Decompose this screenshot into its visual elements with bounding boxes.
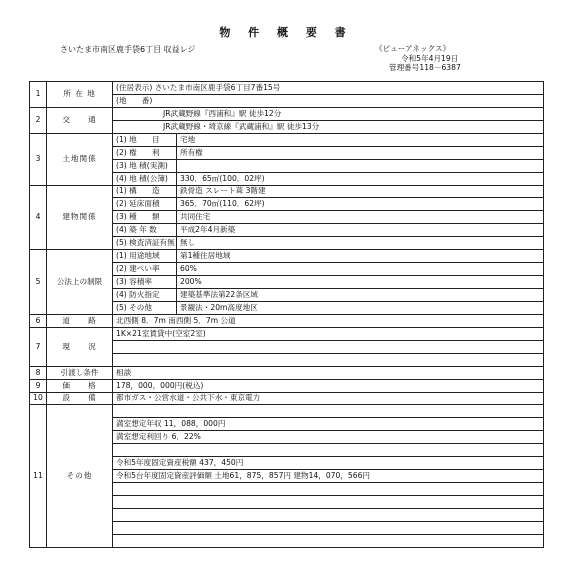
facilities-value: 都市ガス・公営水道・公共下水・東京電力 bbox=[113, 392, 544, 405]
document-meta bbox=[365, 44, 495, 73]
table-row bbox=[30, 366, 544, 379]
current-status: 1K×21室賃貸中(空室2室) bbox=[113, 327, 544, 340]
access-line: JR武蔵野線・埼京線『武蔵浦和』駅 徒歩13分 bbox=[113, 120, 544, 133]
property-subject: さいたま市南区鹿手袋6丁目 収益レジ bbox=[60, 45, 196, 54]
field-label: (4) 築 年 数 bbox=[113, 224, 177, 237]
row-label: 価 格 bbox=[47, 379, 113, 392]
price-value: 178，000，000円(税込) bbox=[113, 379, 544, 392]
table-row bbox=[30, 327, 544, 340]
other-line bbox=[113, 534, 544, 547]
row-label: 現 況 bbox=[47, 327, 113, 366]
field-label: (2) 建ぺい率 bbox=[113, 263, 177, 276]
table-row bbox=[30, 107, 544, 120]
other-line bbox=[113, 444, 544, 457]
blank-line bbox=[113, 340, 544, 353]
field-label: (5) 検査済証有無 bbox=[113, 237, 177, 250]
row-label: 設 備 bbox=[47, 392, 113, 405]
lot-number-line: (地 番) bbox=[113, 94, 544, 107]
row-label: 公法上の制限 bbox=[47, 250, 113, 315]
table-row bbox=[30, 314, 544, 327]
row-number: 4 bbox=[30, 185, 47, 250]
field-value: 共同住宅 bbox=[177, 211, 544, 224]
field-label: (2) 延床面積 bbox=[113, 198, 177, 211]
row-number: 6 bbox=[30, 314, 47, 327]
other-line: 満室想定利回り 6．22% bbox=[113, 431, 544, 444]
other-line bbox=[113, 496, 544, 509]
road-value: 北西側 8．7m 南西側 5．7m 公道 bbox=[113, 314, 544, 327]
row-number: 11 bbox=[30, 405, 47, 548]
row-number: 10 bbox=[30, 392, 47, 405]
row-label: 交 通 bbox=[47, 107, 113, 133]
row-number: 8 bbox=[30, 366, 47, 379]
row-label: 所 在 地 bbox=[47, 82, 113, 108]
access-line: JR武蔵野線『西浦和』駅 徒歩12分 bbox=[113, 107, 544, 120]
other-line bbox=[113, 508, 544, 521]
other-line: 満室想定年収 11，088，000円 bbox=[113, 418, 544, 431]
company-name: 《ビューアネックス》 bbox=[375, 44, 451, 53]
table-row bbox=[30, 133, 544, 146]
other-line bbox=[113, 483, 544, 496]
field-value: 330．65㎡(100．02坪) bbox=[177, 172, 544, 185]
blank-line bbox=[113, 353, 544, 366]
field-value: 第1種住居地域 bbox=[177, 250, 544, 263]
property-overview-table bbox=[29, 81, 544, 548]
table-row bbox=[30, 405, 544, 418]
field-value: 200% bbox=[177, 276, 544, 289]
row-label: 建物関係 bbox=[47, 185, 113, 250]
field-value: 平成2年4月新築 bbox=[177, 224, 544, 237]
other-line: 令和5台年度固定資産評価額 土地61，875，857円 建物14，070，566円 bbox=[113, 470, 544, 483]
table-row bbox=[30, 250, 544, 263]
row-label: 引渡し条件 bbox=[47, 366, 113, 379]
field-label: (1) 用途地域 bbox=[113, 250, 177, 263]
field-value: 所有権 bbox=[177, 146, 544, 159]
field-label: (1) 地 目 bbox=[113, 133, 177, 146]
row-number: 9 bbox=[30, 379, 47, 392]
management-number: 管理番号118－6387 bbox=[389, 63, 461, 72]
field-value: 建築基準法第22条区域 bbox=[177, 289, 544, 302]
other-line: 令和5年度固定資産税額 437，450円 bbox=[113, 457, 544, 470]
address-line: (住居表示) さいたま市南区鹿手袋6丁目7番15号 bbox=[113, 82, 544, 95]
issue-date: 令和5年4月19日 bbox=[401, 53, 459, 63]
row-number: 1 bbox=[30, 82, 47, 108]
table-row bbox=[30, 392, 544, 405]
field-value: 宅地 bbox=[177, 133, 544, 146]
field-value: 無し bbox=[177, 237, 544, 250]
table-row bbox=[30, 379, 544, 392]
row-number: 3 bbox=[30, 133, 47, 185]
field-label: (2) 権 利 bbox=[113, 146, 177, 159]
field-value bbox=[177, 159, 544, 172]
field-value: 景観法・20m高度地区 bbox=[177, 301, 544, 314]
table-row bbox=[30, 185, 544, 198]
field-label: (3) 種 類 bbox=[113, 211, 177, 224]
row-label: 土地関係 bbox=[47, 133, 113, 185]
field-label: (4) 防火指定 bbox=[113, 289, 177, 302]
field-value: 60% bbox=[177, 263, 544, 276]
row-label: 道 路 bbox=[47, 314, 113, 327]
handover-value: 相談 bbox=[113, 366, 544, 379]
field-label: (3) 容積率 bbox=[113, 276, 177, 289]
other-line bbox=[113, 521, 544, 534]
field-label: (1) 構 造 bbox=[113, 185, 177, 198]
table-row bbox=[30, 82, 544, 95]
document-title: 物 件 概 要 書 bbox=[219, 26, 353, 39]
field-label: (4) 地 積(公簿) bbox=[113, 172, 177, 185]
field-label: (3) 地 積(実測) bbox=[113, 159, 177, 172]
row-number: 7 bbox=[30, 327, 47, 366]
field-value: 鉄骨造 スレート葺 3階建 bbox=[177, 185, 544, 198]
row-label: その他 bbox=[47, 405, 113, 548]
row-number: 5 bbox=[30, 250, 47, 315]
row-number: 2 bbox=[30, 107, 47, 133]
field-value: 365．70㎡(110．62坪) bbox=[177, 198, 544, 211]
field-label: (5) その他 bbox=[113, 301, 177, 314]
other-line bbox=[113, 405, 544, 418]
